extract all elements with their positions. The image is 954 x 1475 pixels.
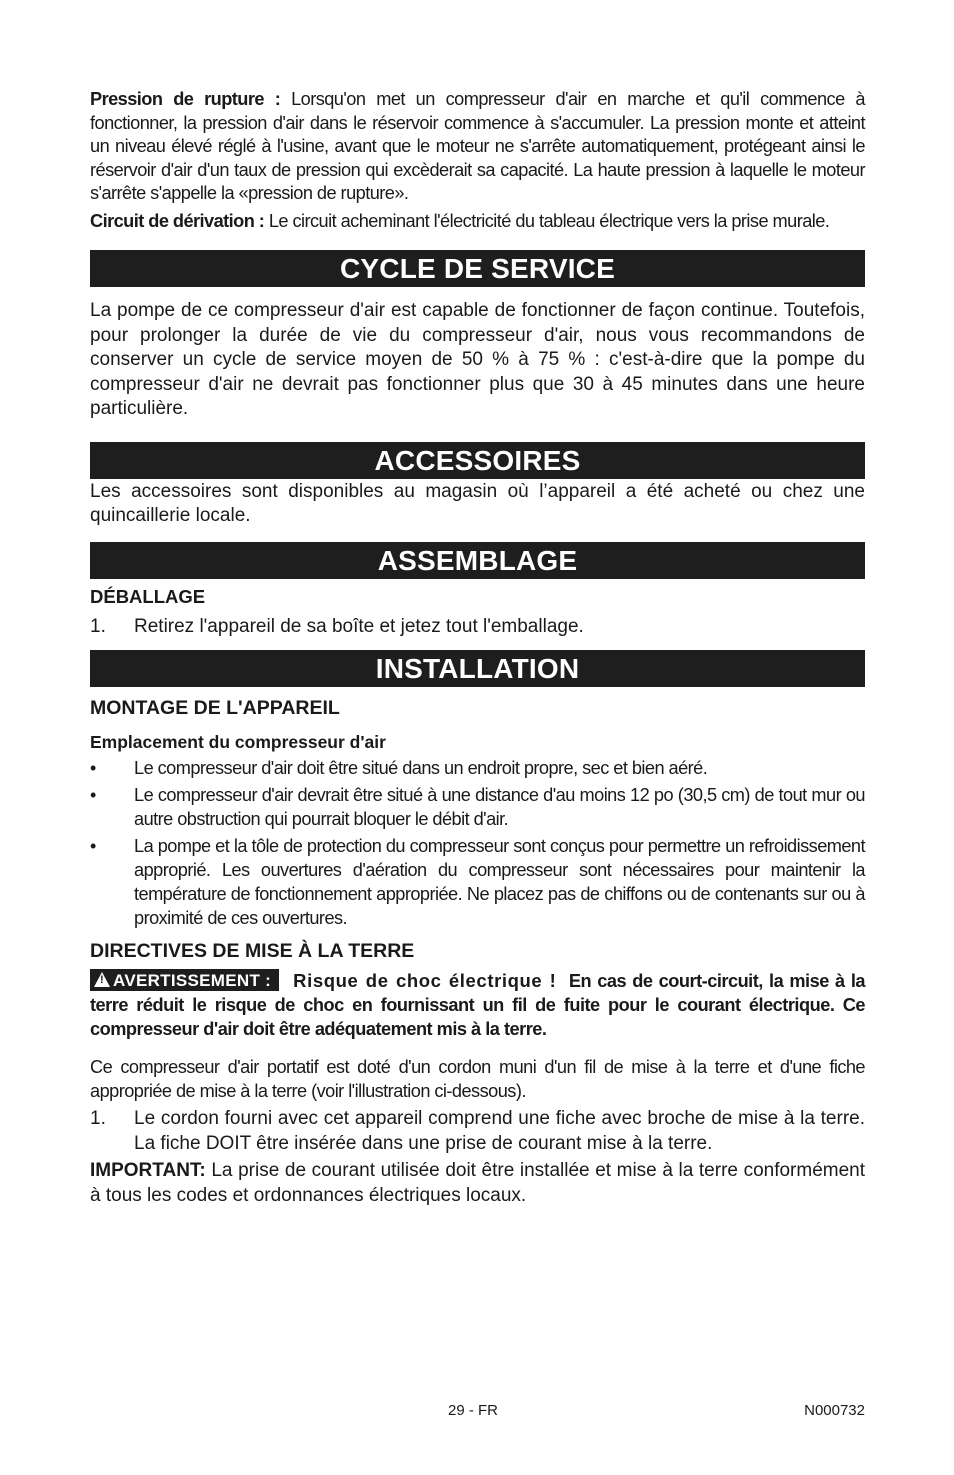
definition-branch-circuit bbox=[90, 210, 865, 234]
list-text: Le cordon fourni avec cet appareil comprend une fiche avec broche de mise à la terre. La fiche DOIT être insérée dans une prise de courant mise à la terre. bbox=[134, 1108, 865, 1154]
unpacking-steps bbox=[90, 615, 865, 640]
section-banner-assembly: ASSEMBLAGE bbox=[90, 542, 865, 579]
section-banner-installation: INSTALLATION bbox=[90, 650, 865, 687]
section-banner-accessories: ACCESSOIRES bbox=[90, 442, 865, 479]
important-text: La prise de courant utilisée doit être installée et mise à la terre conformément à tous les codes et ordonnances électriques locaux. bbox=[90, 1160, 866, 1206]
important-note bbox=[90, 1159, 865, 1208]
warning-text: En cas de court-circuit, la mise à la terre réduit le risque de choc en fournissant un fil de fuite pour le courant électrique. Ce compresseur d'air doit être adéquatement mis à la terre. bbox=[90, 971, 865, 1039]
bullet-marker: • bbox=[90, 785, 96, 805]
bullet-marker: • bbox=[90, 836, 96, 856]
warning-label-badge bbox=[90, 969, 279, 991]
definition-cut-out-pressure bbox=[90, 88, 865, 206]
warning-block bbox=[90, 969, 865, 1041]
definition-text: Lorsqu'on met un compresseur d'air en marche et qu'il commence à fonctionner, la pression d'air dans le réservoir commence à s'accumuler. La pression monte et atteint un niveau élevé réglé à l'usine, avant que le moteur ne s'arrête automatiquement, protégeant ainsi le réservoir d'air d'un taux de pression qui excèderait sa capacité. La haute pression à laquelle le moteur s'arrête s'appelle la «pression de rupture». bbox=[90, 89, 865, 203]
bullet-marker: • bbox=[90, 758, 96, 778]
accessories-text: Les accessoires sont disponibles au magasin où l’appareil a été acheté ou chez une quincaillerie locale. bbox=[90, 480, 865, 526]
list-text: Le compresseur d'air devrait être situé à une distance d'au moins 12 po (30,5 cm) de tout mur ou autre obstruction qui pourrait bloquer le débit d'air. bbox=[134, 785, 865, 829]
list-item bbox=[90, 783, 865, 831]
list-item bbox=[90, 834, 865, 930]
important-label: IMPORTANT: bbox=[90, 1160, 206, 1181]
warning-triangle-icon bbox=[94, 972, 110, 987]
duty-cycle-text: La pompe de ce compresseur d'air est capable de fonctionner de façon continue. Toutefois, pour prolonger la durée de vie du compresseur d'air, nous vous recommandons de conserver un cycle de service moyen de 50 % à 75 % : c'est-à-dire que la pompe du compresseur d'air ne devrait pas fonctionner plus que 30 à 45 minutes dans une heure particulière. bbox=[90, 300, 865, 419]
page-number: 29 - FR bbox=[448, 1402, 499, 1419]
location-heading: Emplacement du compresseur d'air bbox=[90, 732, 386, 752]
definition-term: Pression de rupture : bbox=[90, 89, 281, 109]
list-text: La pompe et la tôle de protection du compresseur sont conçus pour permettre un refroidissement approprié. Les ouvertures d'aération du compresseur sont nécessaires pour maintenir la température de fonctionnement appropriée. Ne placez pas de chiffons ou de contenants sur ou à proximité de ces ouvertures. bbox=[134, 836, 865, 928]
warning-label: AVERTISSEMENT : bbox=[113, 971, 272, 990]
document-code: N000732 bbox=[804, 1402, 865, 1419]
list-number: 1. bbox=[90, 615, 106, 637]
location-bullets bbox=[90, 756, 865, 930]
unpacking-heading: DÉBALLAGE bbox=[90, 585, 206, 607]
grounding-text: Ce compresseur d'air portatif est doté d'un cordon muni d'un fil de mise à la terre et d'une fiche appropriée de mise à la terre (voir l'illustration ci-dessous). bbox=[90, 1057, 865, 1101]
list-text: Le compresseur d'air doit être situé dans un endroit propre, sec et bien aéré. bbox=[134, 758, 708, 778]
warning-exclamation: ! bbox=[100, 974, 104, 986]
list-item bbox=[90, 615, 865, 640]
list-item bbox=[90, 1107, 865, 1156]
warning-title: Risque de choc électrique ! bbox=[293, 970, 557, 991]
definition-text: Le circuit acheminant l'électricité du tableau électrique vers la prise murale. bbox=[268, 210, 830, 231]
section-banner-duty-cycle: CYCLE DE SERVICE bbox=[90, 250, 865, 287]
mounting-heading: MONTAGE DE L'APPAREIL bbox=[90, 697, 340, 719]
list-text: Retirez l'appareil de sa boîte et jetez tout l'emballage. bbox=[134, 615, 584, 637]
page-content bbox=[90, 88, 865, 1208]
grounding-steps bbox=[90, 1107, 865, 1156]
list-number: 1. bbox=[90, 1108, 106, 1129]
definition-term: Circuit de dérivation : bbox=[90, 210, 265, 231]
list-item bbox=[90, 756, 865, 780]
grounding-heading: DIRECTIVES DE MISE À LA TERRE bbox=[90, 940, 415, 962]
